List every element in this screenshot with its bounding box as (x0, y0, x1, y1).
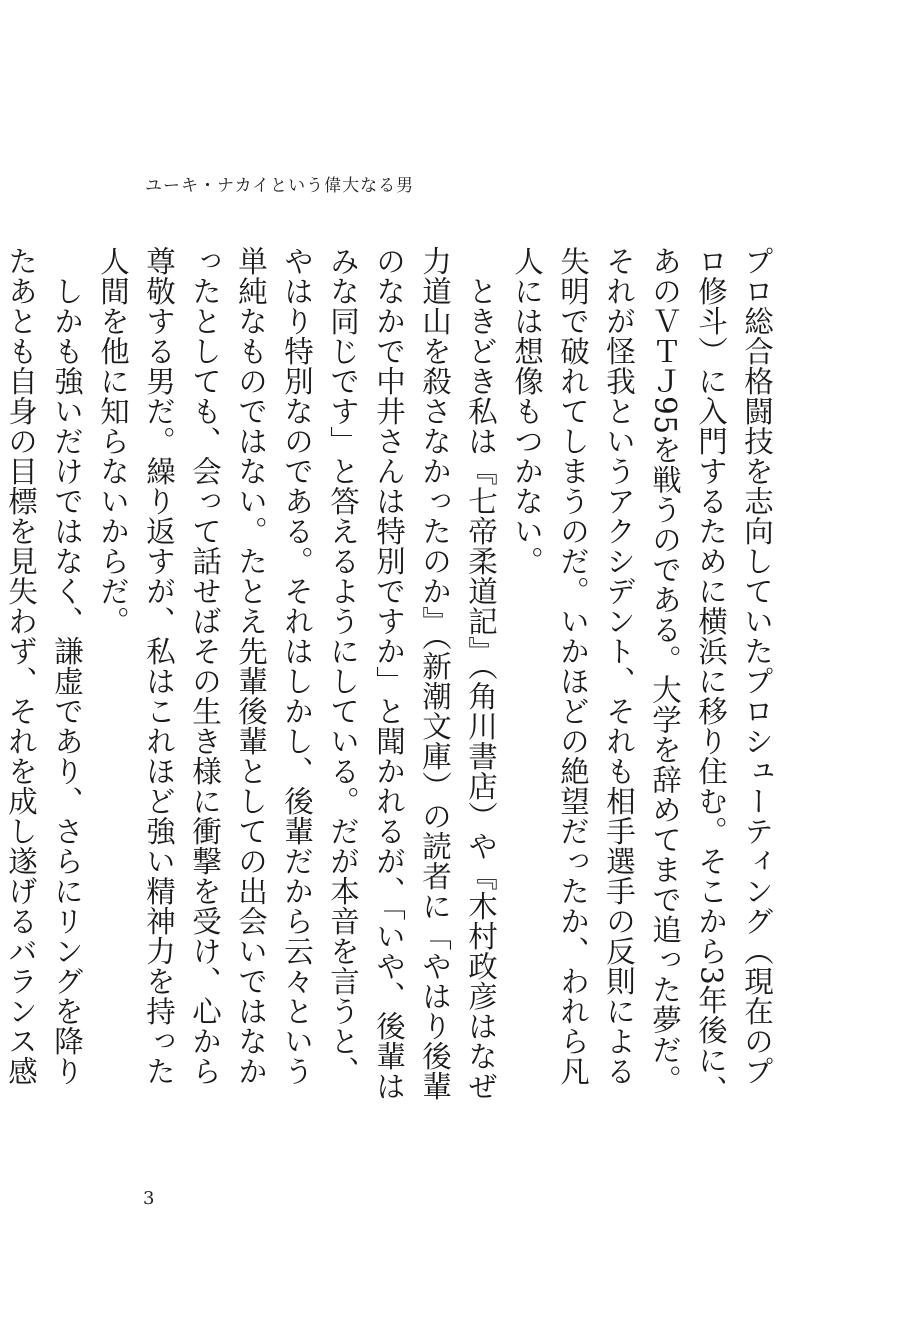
paragraph-1: プロ総合格闘技を志向していたプロシューティング（現在のプロ修斗）に入門するために横浜に移り住む。そこから3年後に、あのＶＴＪ95を戦うのである。大学を辞めてまで追った夢だ。それが怪我というアクシデント、それも相手選手の反則による失明で破れてしまうのだ。いかほどの絶望だったか、われら凡人には想像もつかない。 (510, 246, 774, 1106)
paragraph-3: しかも強いだけではなく、謙虚であり、さらにリングを降りたあとも自身の目標を見失わず、それを成し遂げるバランス感 (4, 246, 84, 1086)
page-number: 3 (143, 1188, 155, 1209)
running-header: ユーキ・ナカイという偉大なる男 (145, 176, 415, 196)
body-text (4, 246, 780, 1106)
paragraph-2: ときどき私は『七帝柔道記』（角川書店）や『木村政彦はなぜ力道山を殺さなかったのか』（新潮文庫）の読者に「やはり後輩のなかで中井さんは特別ですか」と聞かれるが、「いや、後輩はみな同じです」と答えるようにしている。だが本音を言うと、やはり特別なのである。それはしかし、後輩だから云々という単純なものではない。たとえ先輩後輩としての出会いではなかったとしても、会って話せばその生き様に衝撃を受け、心から尊敬する男だ。繰り返すが、私はこれほど強い精神力を持った人間を他に知らないからだ。 (96, 246, 498, 1102)
